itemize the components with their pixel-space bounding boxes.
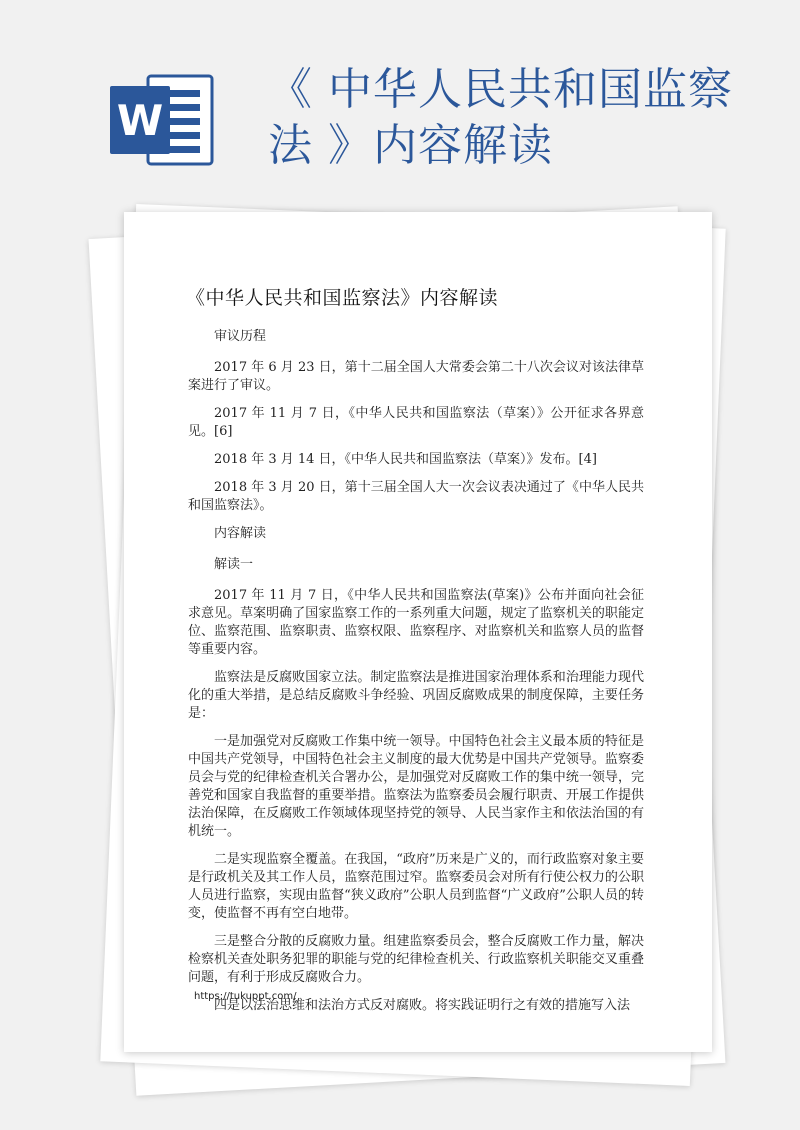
- paragraph: 一是加强党对反腐败工作集中统一领导。中国特色社会主义最本质的特征是中国共产党领导，中国特色社会主义制度的最大优势是中国共产党领导。监察委员会与党的纪律检查机关合署办公，是加强党对反腐败工作的集中统一领导，完善党和国家自我监督的重要举措。监察法为监察委员会履行职责、开展工作提供法治保障，在反腐败工作领域体现坚持党的领导、人民当家作主和依法治国的有机统一。: [188, 734, 644, 839]
- document-title: 《中华人民共和国监察法》内容解读: [186, 287, 499, 309]
- paragraph: 四是以法治思维和法治方式反对腐败。将实践证明行之有效的措施写入法: [214, 998, 631, 1013]
- section-heading: 内容解读: [214, 526, 267, 541]
- paragraph: 监察法是反腐败国家立法。制定监察法是推进国家治理体系和治理能力现代化的重大举措，是总结反腐败斗争经验、巩固反腐败成果的制度保障，主要任务是：: [188, 670, 644, 721]
- paragraph: 2018 年 3 月 14 日，《中华人民共和国监察法（草案）》发布。[4]: [214, 452, 597, 467]
- footer-url[interactable]: https://tukuppt.com/: [194, 991, 297, 1002]
- paragraph: 2017 年 11 月 7 日，《中华人民共和国监察法(草案)》公布并面向社会征求意见。草案明确了国家监察工作的一系列重大问题，规定了监察机关的职能定位、监察范围、监察职责、监察权限、监察程序、对监察机关和监察人员的监督等重要内容。: [188, 588, 644, 657]
- paragraph: 2018 年 3 月 20 日，第十三届全国人大一次会议表决通过了《中华人民共和国监察法》。: [188, 480, 644, 513]
- word-icon-letter: W: [116, 96, 164, 145]
- paragraph: 2017 年 6 月 23 日，第十二届全国人大常委会第二十八次会议对该法律草案进行了审议。: [188, 360, 644, 393]
- word-doc-icon: [108, 72, 218, 168]
- section-heading: 解读一: [214, 557, 254, 572]
- document-page: [124, 212, 712, 1052]
- section-heading: 审议历程: [214, 329, 267, 344]
- document-body: [188, 328, 644, 1025]
- paragraph: 二是实现监察全覆盖。在我国，“政府”历来是广义的，而行政监察对象主要是行政机关及其工作人员，监察范围过窄。监察委员会对所有行使公权力的公职人员进行监察，实现由监督“狭义政府”公职人员到监督“广义政府”公职人员的转变，使监督不再有空白地带。: [188, 852, 644, 921]
- paragraph: 三是整合分散的反腐败力量。组建监察委员会，整合反腐败工作力量，解决检察机关查处职务犯罪的职能与党的纪律检查机关、行政监察机关职能交叉重叠问题，有利于形成反腐败合力。: [188, 934, 644, 985]
- paragraph: 2017 年 11 月 7 日，《中华人民共和国监察法（草案）》公开征求各界意见。[6]: [188, 406, 644, 439]
- page-title: 《 中华人民共和国监察法 》内容解读: [268, 64, 733, 171]
